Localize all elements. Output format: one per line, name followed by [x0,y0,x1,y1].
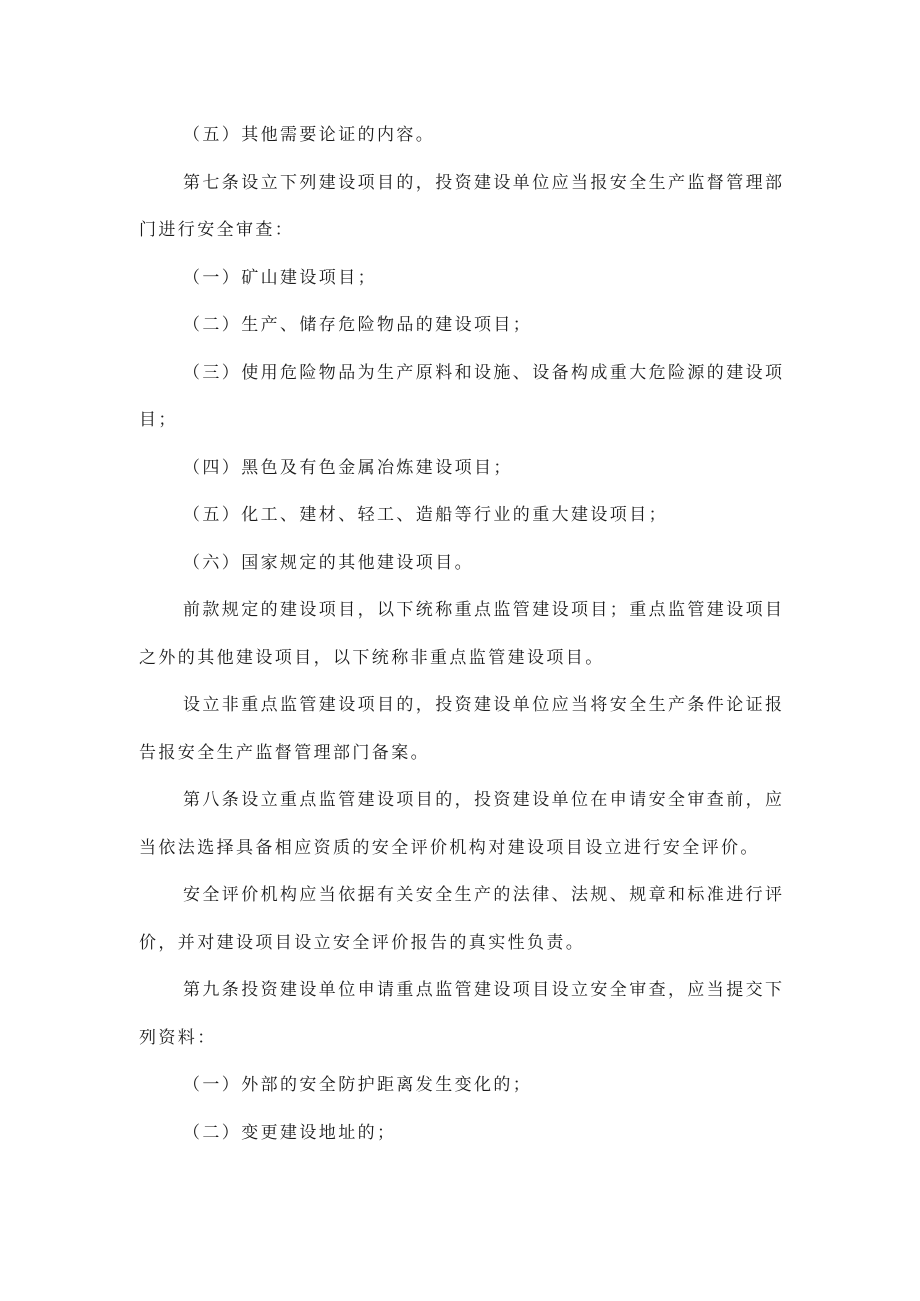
article-9-item-2: （二）变更建设地址的； [183,1122,397,1143]
article-7-item-4: （四）黑色及有色金属冶炼建设项目； [183,457,513,478]
article-7-item-2: （二）生产、储存危险物品的建设项目； [183,315,533,335]
article-7-non-key-filing: 设立非重点监管建设项目的，投资建设单位应当将安全生产条件论证报告报安全生产监督管理部门备案。 [139,695,785,763]
article-8: 第八条设立重点监管建设项目的，投资建设单位在申请安全审查前，应当依法选择具备相应资质的安全评价机构对建设项目设立进行安全评价。 [139,790,785,858]
article-7-item-5: （五）化工、建材、轻工、造船等行业的重大建设项目； [183,505,668,525]
article-8-evaluation-agency: 安全评价机构应当依据有关安全生产的法律、法规、规章和标准进行评价，并对建设项目设立安全评价报告的真实性负责。 [139,885,785,953]
document-body [139,112,789,1157]
article-7-item-6: （六）国家规定的其他建设项目。 [183,552,474,573]
article-7-item-3: （三）使用危险物品为生产原料和设施、设备构成重大危险源的建设项目； [139,362,785,430]
article-9: 第九条投资建设单位申请重点监管建设项目设立安全审查，应当提交下列资料： [139,980,785,1048]
article-7-item-1: （一）矿山建设项目； [183,267,377,288]
article-7: 第七条设立下列建设项目的，投资建设单位应当报安全生产监督管理部门进行安全审查： [139,172,785,240]
clause-5-other-content: （五）其他需要论证的内容。 [183,125,436,145]
article-9-item-1: （一）外部的安全防护距离发生变化的； [183,1075,533,1095]
article-7-definition: 前款规定的建设项目，以下统称重点监管建设项目；重点监管建设项目之外的其他建设项目，以下统称非重点监管建设项目。 [139,600,785,668]
